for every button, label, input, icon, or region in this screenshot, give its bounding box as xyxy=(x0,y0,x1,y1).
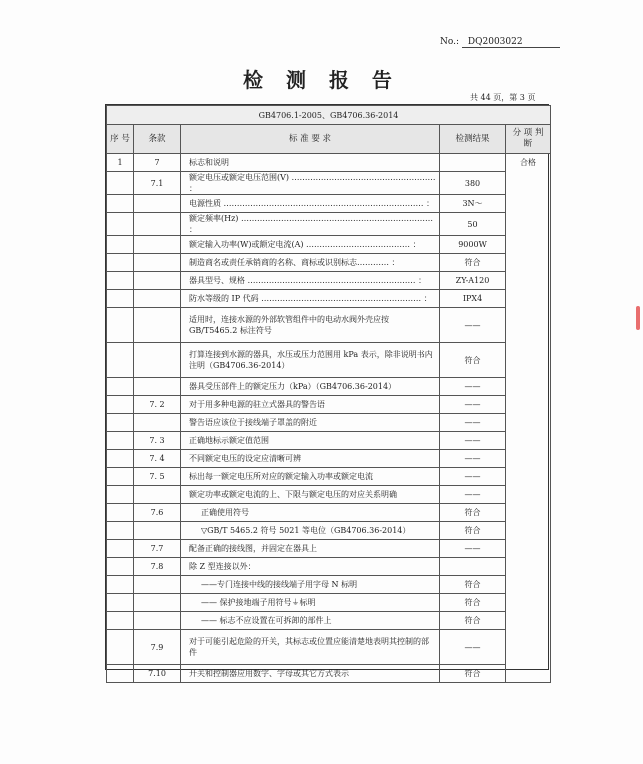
cell-requirement: 正确地标示额定值范围 xyxy=(181,432,440,450)
table-row xyxy=(107,290,551,308)
cell-clause xyxy=(134,272,181,290)
cell-clause xyxy=(134,612,181,630)
cell-result: 符合 xyxy=(440,522,506,540)
cell-clause: 7. 5 xyxy=(134,468,181,486)
cell-requirement: 电源性质 ………………………………………………………………… ： xyxy=(181,195,440,213)
cell-result xyxy=(440,154,506,172)
report-table-frame xyxy=(105,104,549,678)
cell-clause xyxy=(134,378,181,396)
report-number-label: No.: xyxy=(440,37,460,47)
cell-requirement: 防水等级的 IP 代码 …………………………………………………… ： xyxy=(181,290,440,308)
cell-clause: 7.7 xyxy=(134,540,181,558)
cell-seq xyxy=(107,522,134,540)
cell-clause xyxy=(134,195,181,213)
cell-seq xyxy=(107,594,134,612)
cell-clause xyxy=(134,594,181,612)
cell-requirement: 对于可能引起危险的开关，其标志或位置应能清楚地表明其控制的部件 xyxy=(181,630,440,665)
cell-seq xyxy=(107,308,134,343)
table-row xyxy=(107,486,551,504)
cell-requirement: 打算连接到水源的器具，水压或压力范围用 kPa 表示，除非说明书内注明（GB4706.36-2014） xyxy=(181,343,440,378)
cell-requirement: —— 保护接地端子用符号⏚标明 xyxy=(181,594,440,612)
report-number-value: DQ2003022 xyxy=(462,37,560,48)
cell-seq xyxy=(107,254,134,272)
cell-result: —— xyxy=(440,414,506,432)
cell-seq xyxy=(107,504,134,522)
cell-clause xyxy=(134,414,181,432)
cell-clause: 7.9 xyxy=(134,630,181,665)
table-row xyxy=(107,343,551,378)
cell-seq xyxy=(107,213,134,236)
cell-seq xyxy=(107,630,134,665)
cell-requirement: ▽GB/T 5465.2 符号 5021 等电位（GB4706.36-2014） xyxy=(181,522,440,540)
cell-requirement: ——专门连接中线的接线端子用字母 N 标明 xyxy=(181,576,440,594)
table-row xyxy=(107,154,551,172)
table-row xyxy=(107,236,551,254)
cell-seq xyxy=(107,558,134,576)
table-row xyxy=(107,576,551,594)
cell-requirement: 正确使用符号 xyxy=(181,504,440,522)
cell-clause: 7 xyxy=(134,154,181,172)
cell-clause xyxy=(134,308,181,343)
cell-result: 380 xyxy=(440,172,506,195)
cell-seq xyxy=(107,486,134,504)
cell-clause xyxy=(134,213,181,236)
cell-result: —— xyxy=(440,432,506,450)
cell-clause: 7.8 xyxy=(134,558,181,576)
col-clause: 条款 xyxy=(134,125,181,154)
cell-result: —— xyxy=(440,630,506,665)
cell-result xyxy=(440,558,506,576)
cell-result: 符合 xyxy=(440,612,506,630)
table-row xyxy=(107,254,551,272)
table-row xyxy=(107,450,551,468)
table-row xyxy=(107,378,551,396)
cell-requirement: 除 Z 型连接以外： xyxy=(181,558,440,576)
cell-seq xyxy=(107,343,134,378)
cell-requirement: 适用时，连接水源的外部软管组件中的电动水阀外壳应按GB/T5465.2 标注符号 xyxy=(181,308,440,343)
cell-clause xyxy=(134,343,181,378)
cell-result: 符合 xyxy=(440,343,506,378)
table-row xyxy=(107,630,551,665)
table-row xyxy=(107,172,551,195)
cell-seq xyxy=(107,468,134,486)
table-row xyxy=(107,414,551,432)
cell-seq xyxy=(107,378,134,396)
cell-verdict: 合格 xyxy=(506,154,551,683)
cell-result: 50 xyxy=(440,213,506,236)
cell-requirement: 警告语应该位于接线端子罩盖的附近 xyxy=(181,414,440,432)
cell-seq xyxy=(107,665,134,683)
cell-result: ZY-A120 xyxy=(440,272,506,290)
table-row xyxy=(107,195,551,213)
page-info: 共 44 页，第 3 页 xyxy=(470,93,536,102)
cell-seq xyxy=(107,540,134,558)
cell-result: —— xyxy=(440,486,506,504)
cell-result: —— xyxy=(440,378,506,396)
cell-clause: 7.6 xyxy=(134,504,181,522)
cell-result: 符合 xyxy=(440,594,506,612)
table-row xyxy=(107,504,551,522)
cell-seq xyxy=(107,272,134,290)
table-row xyxy=(107,612,551,630)
standard-header: GB4706.1-2005、GB4706.36-2014 xyxy=(107,106,551,125)
cell-seq: 1 xyxy=(107,154,134,172)
table-row xyxy=(107,468,551,486)
table-row xyxy=(107,540,551,558)
col-requirement: 标 准 要 求 xyxy=(181,125,440,154)
cell-requirement: 配备正确的接线图，并固定在器具上 xyxy=(181,540,440,558)
cell-clause xyxy=(134,254,181,272)
table-row xyxy=(107,594,551,612)
col-verdict: 分 项 判 断 xyxy=(506,125,551,154)
col-seq: 序 号 xyxy=(107,125,134,154)
cell-result: 符合 xyxy=(440,504,506,522)
cell-requirement: 制造商名或责任承销商的名称、商标或识别标志………… ： xyxy=(181,254,440,272)
red-edge-mark xyxy=(636,306,640,330)
cell-result: 3N～ xyxy=(440,195,506,213)
cell-seq xyxy=(107,396,134,414)
cell-clause xyxy=(134,236,181,254)
table-row xyxy=(107,432,551,450)
page-title: 检 测 报 告 xyxy=(243,68,400,92)
table-row xyxy=(107,665,551,683)
table-row xyxy=(107,522,551,540)
table-row xyxy=(107,308,551,343)
cell-clause: 7. 2 xyxy=(134,396,181,414)
cell-requirement: 对于用多种电源的驻立式器具的警告语 xyxy=(181,396,440,414)
cell-result: —— xyxy=(440,450,506,468)
table-row xyxy=(107,558,551,576)
cell-clause: 7.10 xyxy=(134,665,181,683)
cell-requirement: —— 标志不应设置在可拆卸的部件上 xyxy=(181,612,440,630)
cell-result: —— xyxy=(440,396,506,414)
cell-clause: 7.1 xyxy=(134,172,181,195)
cell-requirement: 标出每一额定电压所对应的额定输入功率或额定电流 xyxy=(181,468,440,486)
cell-result: IPX4 xyxy=(440,290,506,308)
cell-result: 符合 xyxy=(440,576,506,594)
cell-seq xyxy=(107,576,134,594)
cell-requirement: 开关和控制器应用数字、字母或其它方式表示 xyxy=(181,665,440,683)
cell-result: —— xyxy=(440,308,506,343)
cell-result: —— xyxy=(440,540,506,558)
cell-clause: 7. 3 xyxy=(134,432,181,450)
cell-requirement: 标志和说明 xyxy=(181,154,440,172)
cell-seq xyxy=(107,450,134,468)
cell-requirement: 不同额定电压的设定应清晰可辨 xyxy=(181,450,440,468)
cell-seq xyxy=(107,290,134,308)
cell-requirement: 额定电压或额定电压范围(V) ……………………………………………… ： xyxy=(181,172,440,195)
table-row xyxy=(107,396,551,414)
cell-requirement: 器具受压部件上的额定压力（kPa）（GB4706.36-2014） xyxy=(181,378,440,396)
table-body xyxy=(107,154,551,683)
cell-requirement: 额定输入功率(W)或额定电流(A) ………………………………… ： xyxy=(181,236,440,254)
cell-result: 9000W xyxy=(440,236,506,254)
cell-requirement: 额定频率(Hz) ……………………………………………………………… ： xyxy=(181,213,440,236)
table-row xyxy=(107,213,551,236)
cell-clause xyxy=(134,290,181,308)
cell-seq xyxy=(107,195,134,213)
cell-clause xyxy=(134,486,181,504)
cell-requirement: 器具型号、规格 ……………………………………………………… ： xyxy=(181,272,440,290)
cell-seq xyxy=(107,414,134,432)
cell-seq xyxy=(107,612,134,630)
cell-requirement: 额定功率或额定电流的上、下限与额定电压的对应关系明确 xyxy=(181,486,440,504)
col-result: 检测结果 xyxy=(440,125,506,154)
cell-result: 符合 xyxy=(440,254,506,272)
cell-clause xyxy=(134,522,181,540)
cell-result: —— xyxy=(440,468,506,486)
cell-clause: 7. 4 xyxy=(134,450,181,468)
report-table xyxy=(106,105,551,683)
cell-result: 符合 xyxy=(440,665,506,683)
cell-seq xyxy=(107,432,134,450)
cell-seq xyxy=(107,172,134,195)
report-number xyxy=(440,37,560,48)
cell-seq xyxy=(107,236,134,254)
cell-clause xyxy=(134,576,181,594)
table-row xyxy=(107,272,551,290)
